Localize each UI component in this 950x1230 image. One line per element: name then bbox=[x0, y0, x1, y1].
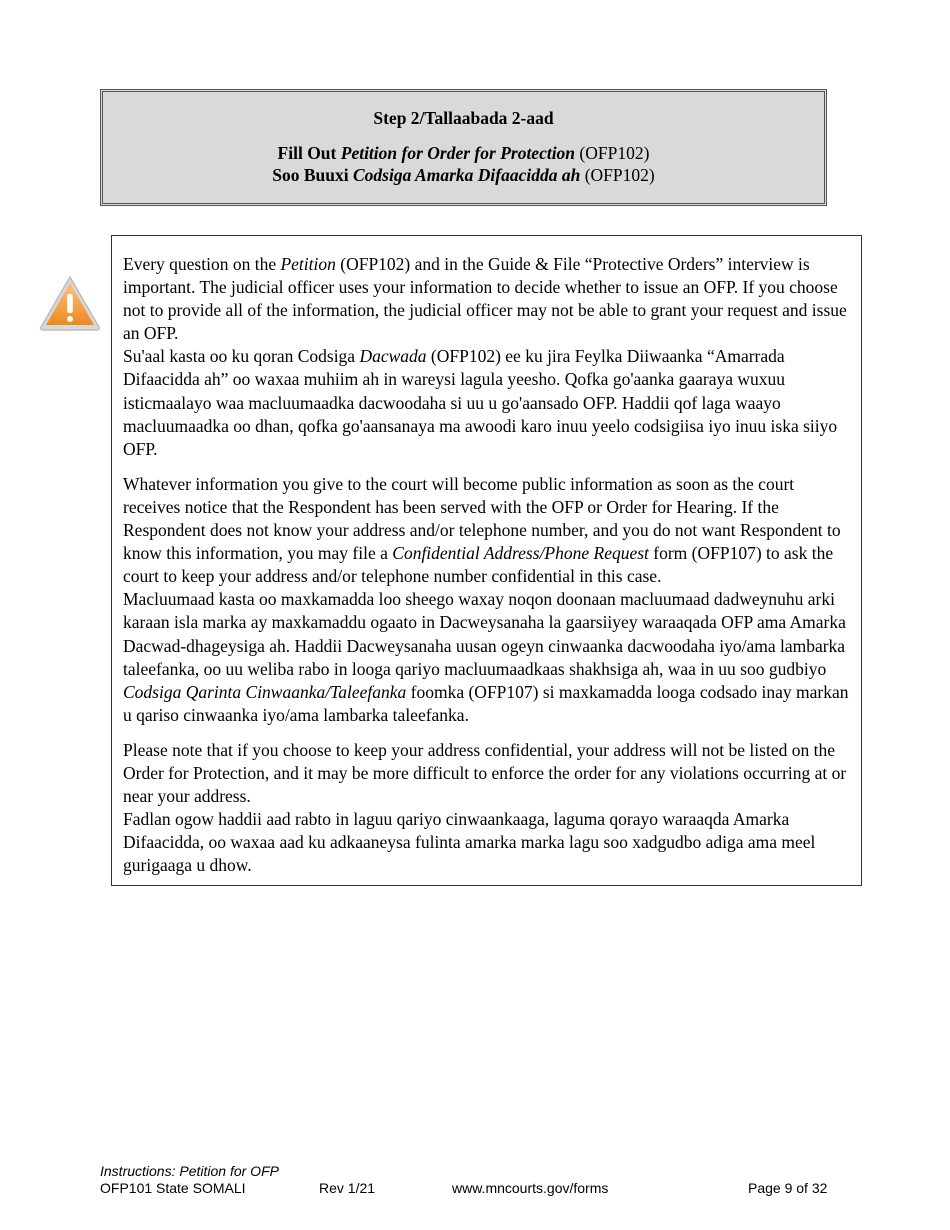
text-run: form (OFP107) to ask the court to keep your address and/or telephone number confidential in this case. bbox=[123, 543, 834, 587]
text-run: Su'aal kasta oo ku qoran Codsiga bbox=[123, 346, 360, 367]
page-footer bbox=[100, 1163, 830, 1197]
step-en-form-code: (OFP102) bbox=[575, 143, 650, 163]
paragraph-3-english: Please note that if you choose to keep your address confidential, your address will not be listed on the Order for Protection, and it may be more difficult to enforce the order for any violations occurring at or near your address. bbox=[123, 739, 847, 807]
step-subtitle-somali bbox=[103, 164, 824, 186]
paragraph-2-somali bbox=[123, 588, 851, 727]
footer-url: www.mncourts.gov/forms bbox=[452, 1180, 609, 1196]
italic-run: Codsiga Qarinta Cinwaanka/Taleefanka bbox=[123, 681, 407, 702]
step-en-form-name: Petition for Order for Protection bbox=[340, 143, 576, 163]
text-run: (OFP102) and in the Guide & File “Protective Orders” interview is important. The judicial officer uses your information to decide whether to issue an OFP. If you choose not to provide all of the information, the judicial officer may not be able to grant your request and issue an OFP. bbox=[123, 254, 847, 344]
step-so-form-name: Codsiga Amarka Difaacidda ah bbox=[352, 165, 581, 185]
italic-run: Dacwada bbox=[359, 346, 427, 367]
warning-icon bbox=[38, 274, 102, 332]
paragraph-1-english bbox=[123, 253, 851, 345]
italic-run: Petition bbox=[280, 254, 336, 274]
footer-revision: Rev 1/21 bbox=[319, 1180, 376, 1196]
footer-page-number: Page 9 of 32 bbox=[748, 1180, 828, 1196]
italic-run: Confidential Address/Phone Request bbox=[392, 543, 649, 564]
paragraph-1-somali bbox=[123, 345, 851, 460]
instructions-box bbox=[111, 235, 862, 886]
text-run: Every question on the bbox=[123, 254, 281, 274]
paragraph-2-english bbox=[123, 473, 851, 588]
step-subtitle-english bbox=[103, 142, 824, 164]
step-header-box bbox=[100, 89, 827, 206]
step-subtitle bbox=[103, 142, 824, 186]
step-so-lead: Soo Buuxi bbox=[272, 165, 353, 185]
footer-doc-title: Instructions: Petition for OFP bbox=[100, 1163, 279, 1179]
step-en-lead: Fill Out bbox=[277, 143, 341, 163]
text-run: Macluumaad kasta oo maxkamadda loo sheego waxay noqon doonaan macluumaad dadweynuhu arki karaan isla marka ay maxkamaddu ogaato in Dacweysanaha la gaarsiiyey waraaqada OFP ama Amarka Dacwad-dhageysiga ah. Haddii Dacweysanaha uusan ogeyn cinwaanka dacwoodaha iyo/ama lambarka taleefanka, oo uu weliba rabo in looga qariyo macluumaadkaas shakhsiga ah, waa in uu soo gudbiyo bbox=[123, 589, 846, 679]
step-title: Step 2/Tallaabada 2-aad bbox=[373, 108, 554, 128]
text-run: Whatever information you give to the court will become public information as soon as the court receives notice that the Respondent has been served with the OFP or Order for Hearing. If the Respondent does not know your address and/or telephone number, and you do not want Respondent to know this information, you may file a bbox=[123, 473, 841, 564]
footer-row bbox=[100, 1180, 830, 1197]
text-run: foomka (OFP107) si maxkamadda looga codsado inay markan u qariso cinwaanka iyo/ama lambarka taleefanka. bbox=[123, 681, 849, 725]
text-run: (OFP102) ee ku jira Feylka Diiwaanka “Amarrada Difaacidda ah” oo waxaa muhiim ah in wareysi lagula yeesho. Qofka go'aanka gaaraya wuxuu isticmaalayo waa macluumaadka dacwoodaha si uu u go'aansado OFP. Haddii qof laga waayo macluumaadka oo dhan, qofka go'aansanaya ma awoodi karo inuu yeelo codsigiisa iyo inuu iska siiyo OFP. bbox=[123, 346, 838, 459]
footer-form-id: OFP101 State SOMALI bbox=[100, 1180, 246, 1196]
step-so-form-code: (OFP102) bbox=[580, 165, 655, 185]
paragraph-3-somali: Fadlan ogow haddii aad rabto in laguu qariyo cinwaankaaga, laguma qorayo waraaqda Amarka Difaacidda, oo waxaa aad ku adkaaneysa fulinta amarka marka lagu soo xadgudbo adiga ama meel gurigaaga u dhow. bbox=[123, 809, 816, 876]
